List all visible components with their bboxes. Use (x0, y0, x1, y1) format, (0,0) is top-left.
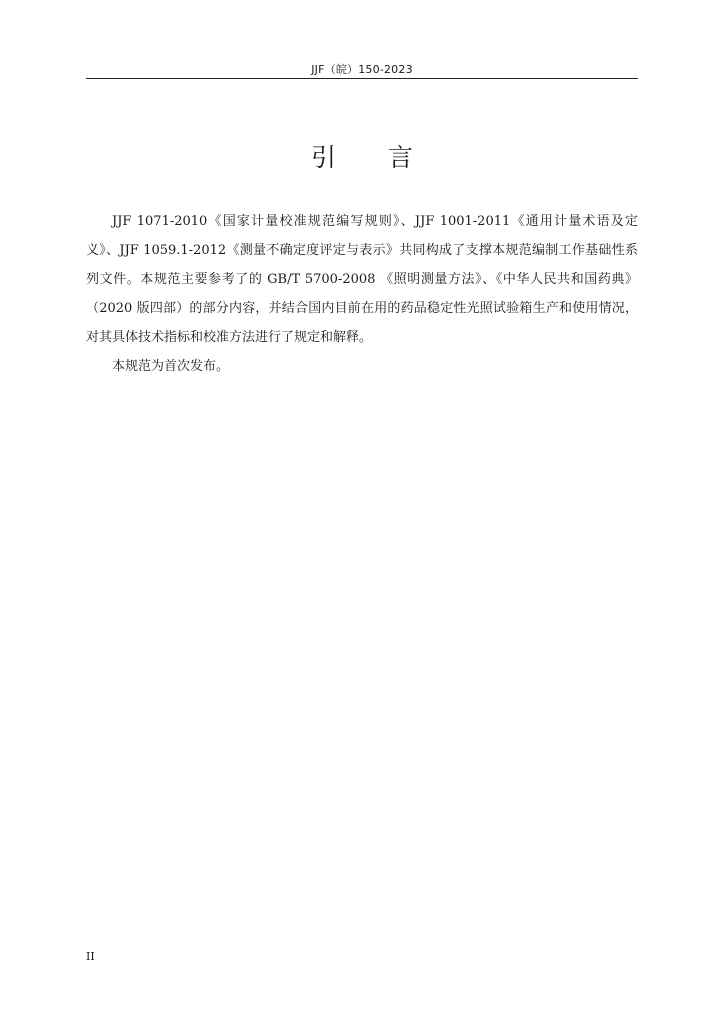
page-header (86, 60, 638, 79)
section-title: 引 言 (311, 143, 435, 172)
page-number: II (86, 950, 95, 963)
body-text (86, 207, 638, 381)
paragraph-first-release: 本规范为首次发布。 (112, 359, 230, 374)
header-standard-code: JJF（皖）150-2023 (311, 63, 413, 76)
paragraph-references: JJF 1071-2010《国家计量校准规范编写规则》、JJF 1001-2011《通用计量术语及定义》、JJF 1059.1-2012《测量不确定度评定与表示》共同构成了支撑本规范编制工作基础性系列文件。本规范主要参考了的 GB/T 5700-2008 《照明测量方法》、《中华人民共和国药典》（2020 版四部）的部分内容，并结合国内目前在用的药品稳定性光照试验箱生产和使用情况，对其具体技术指标和校准方法进行了规定和解释。 (86, 214, 638, 345)
